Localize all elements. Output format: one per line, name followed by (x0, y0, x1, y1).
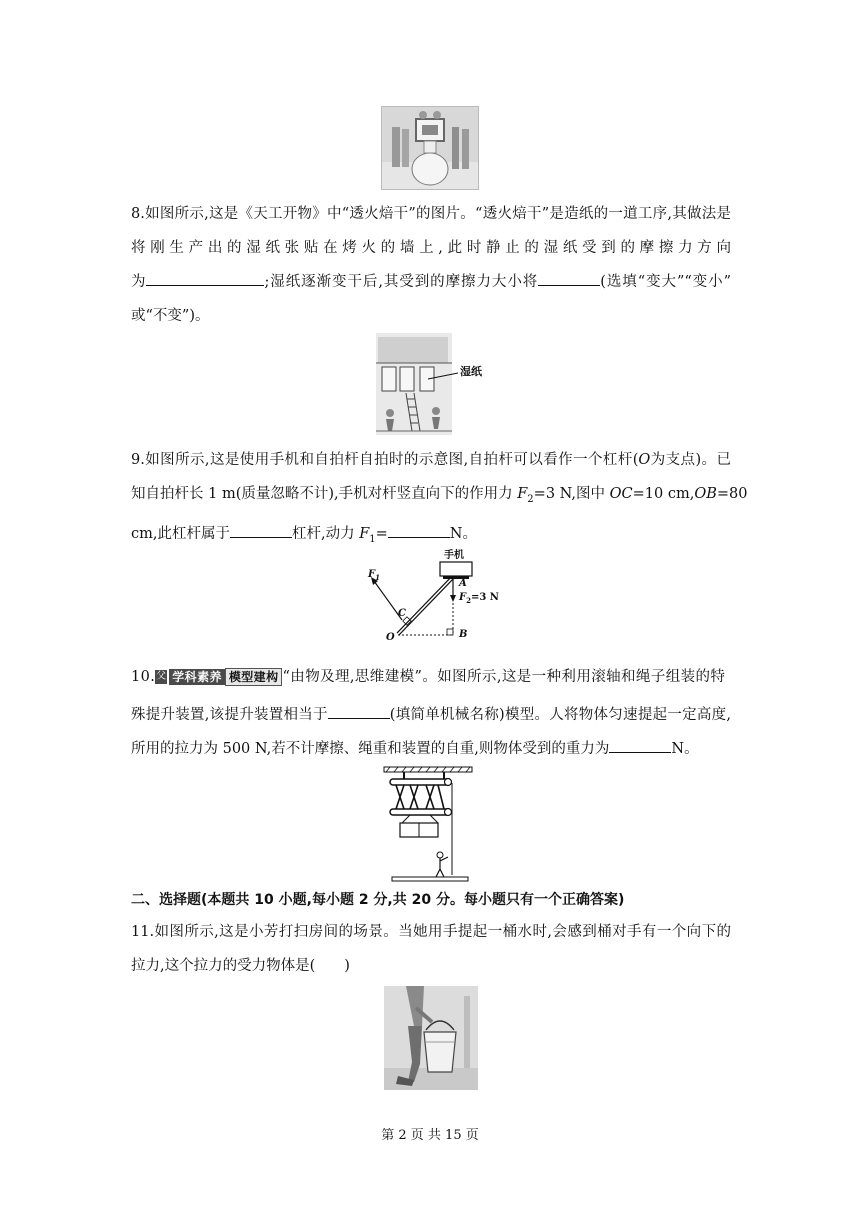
q8-line1: 8.如图所示,这是《天工开物》中“透火焙干”的图片。“透火焙干”是造纸的一道工序,其做法是 (131, 206, 731, 222)
q9-line2: 知自拍杆长 1 m(质量忽略不计),手机对杆竖直向下的作用力 $F_2=3$ N,图中 OC=10 cm,OB=80 (131, 486, 748, 505)
subject-literacy-badge: 学科素养 (169, 669, 225, 685)
page-footer: 第 2 页 共 15 页 (381, 1128, 479, 1143)
point-o-label: O (386, 632, 395, 643)
answer-blank[interactable] (538, 271, 600, 286)
answer-blank[interactable] (230, 523, 292, 538)
selfie-stick-diagram (360, 545, 510, 645)
lifting-device-figure (380, 765, 480, 883)
bucket-photo (384, 986, 478, 1090)
robot-photo (381, 106, 479, 190)
question-11 (131, 915, 731, 983)
answer-blank[interactable] (146, 271, 264, 286)
wet-paper-figure (376, 333, 486, 435)
model-building-badge: 模型建构 (225, 668, 283, 686)
f1-label: $F_1$ (368, 569, 380, 582)
q10-line1: 10.父 学科素养 模型建构 “由物及理,思维建模”。如图所示,这是一种利用滚轴和绳子组装的特 (131, 669, 726, 685)
point-a-label: A (459, 578, 467, 589)
point-b-label: B (459, 629, 468, 640)
subject-badge-icon: 父 (156, 671, 167, 682)
phone-label: 手机 (444, 550, 464, 561)
question-8 (131, 197, 731, 333)
answer-blank[interactable] (388, 523, 450, 538)
question-9 (131, 443, 748, 557)
wet-paper-label: 湿纸 (460, 365, 482, 378)
q8-line2: 将刚生产出的湿纸张贴在烤火的墙上,此时静止的湿纸受到的摩擦力方向 (131, 240, 731, 256)
point-c-label: C (398, 608, 406, 619)
q11-line2: 拉力,这个拉力的受力物体是( ) (131, 958, 350, 974)
q10-line3: 所用的拉力为 500 N,若不计摩擦、绳重和装置的自重,则物体受到的重力为 N。 (131, 732, 731, 766)
answer-blank[interactable] (328, 704, 390, 719)
q9-line1: 9.如图所示,这是使用手机和自拍杆自拍时的示意图,自拍杆可以看作一个杠杆(O为支点)。已 (131, 452, 731, 468)
f2-label: $F_2=3$ N (459, 592, 499, 605)
q11-line1: 11.如图所示,这是小芳打扫房间的场景。当她用手提起一桶水时,会感到桶对手有一个向下的 (131, 924, 731, 940)
q8-line3: 为 ;湿纸逐渐变干后,其受到的摩擦力大小将 (选填“变大”“变小” (131, 265, 731, 299)
section-heading: 二、选择题(本题共 10 小题,每小题 2 分,共 20 分。每小题只有一个正确答案) (131, 892, 625, 908)
question-10 (131, 660, 731, 766)
q8-line4: 或“不变”)。 (131, 308, 210, 324)
q9-line3: cm,此杠杆属于 杠杆,动力 $F_1= N$。 (131, 517, 731, 557)
answer-blank[interactable] (609, 738, 671, 753)
q10-line2: 殊提升装置,该提升装置相当于 (填简单机械名称)模型。人将物体匀速提起一定高度, (131, 698, 731, 732)
